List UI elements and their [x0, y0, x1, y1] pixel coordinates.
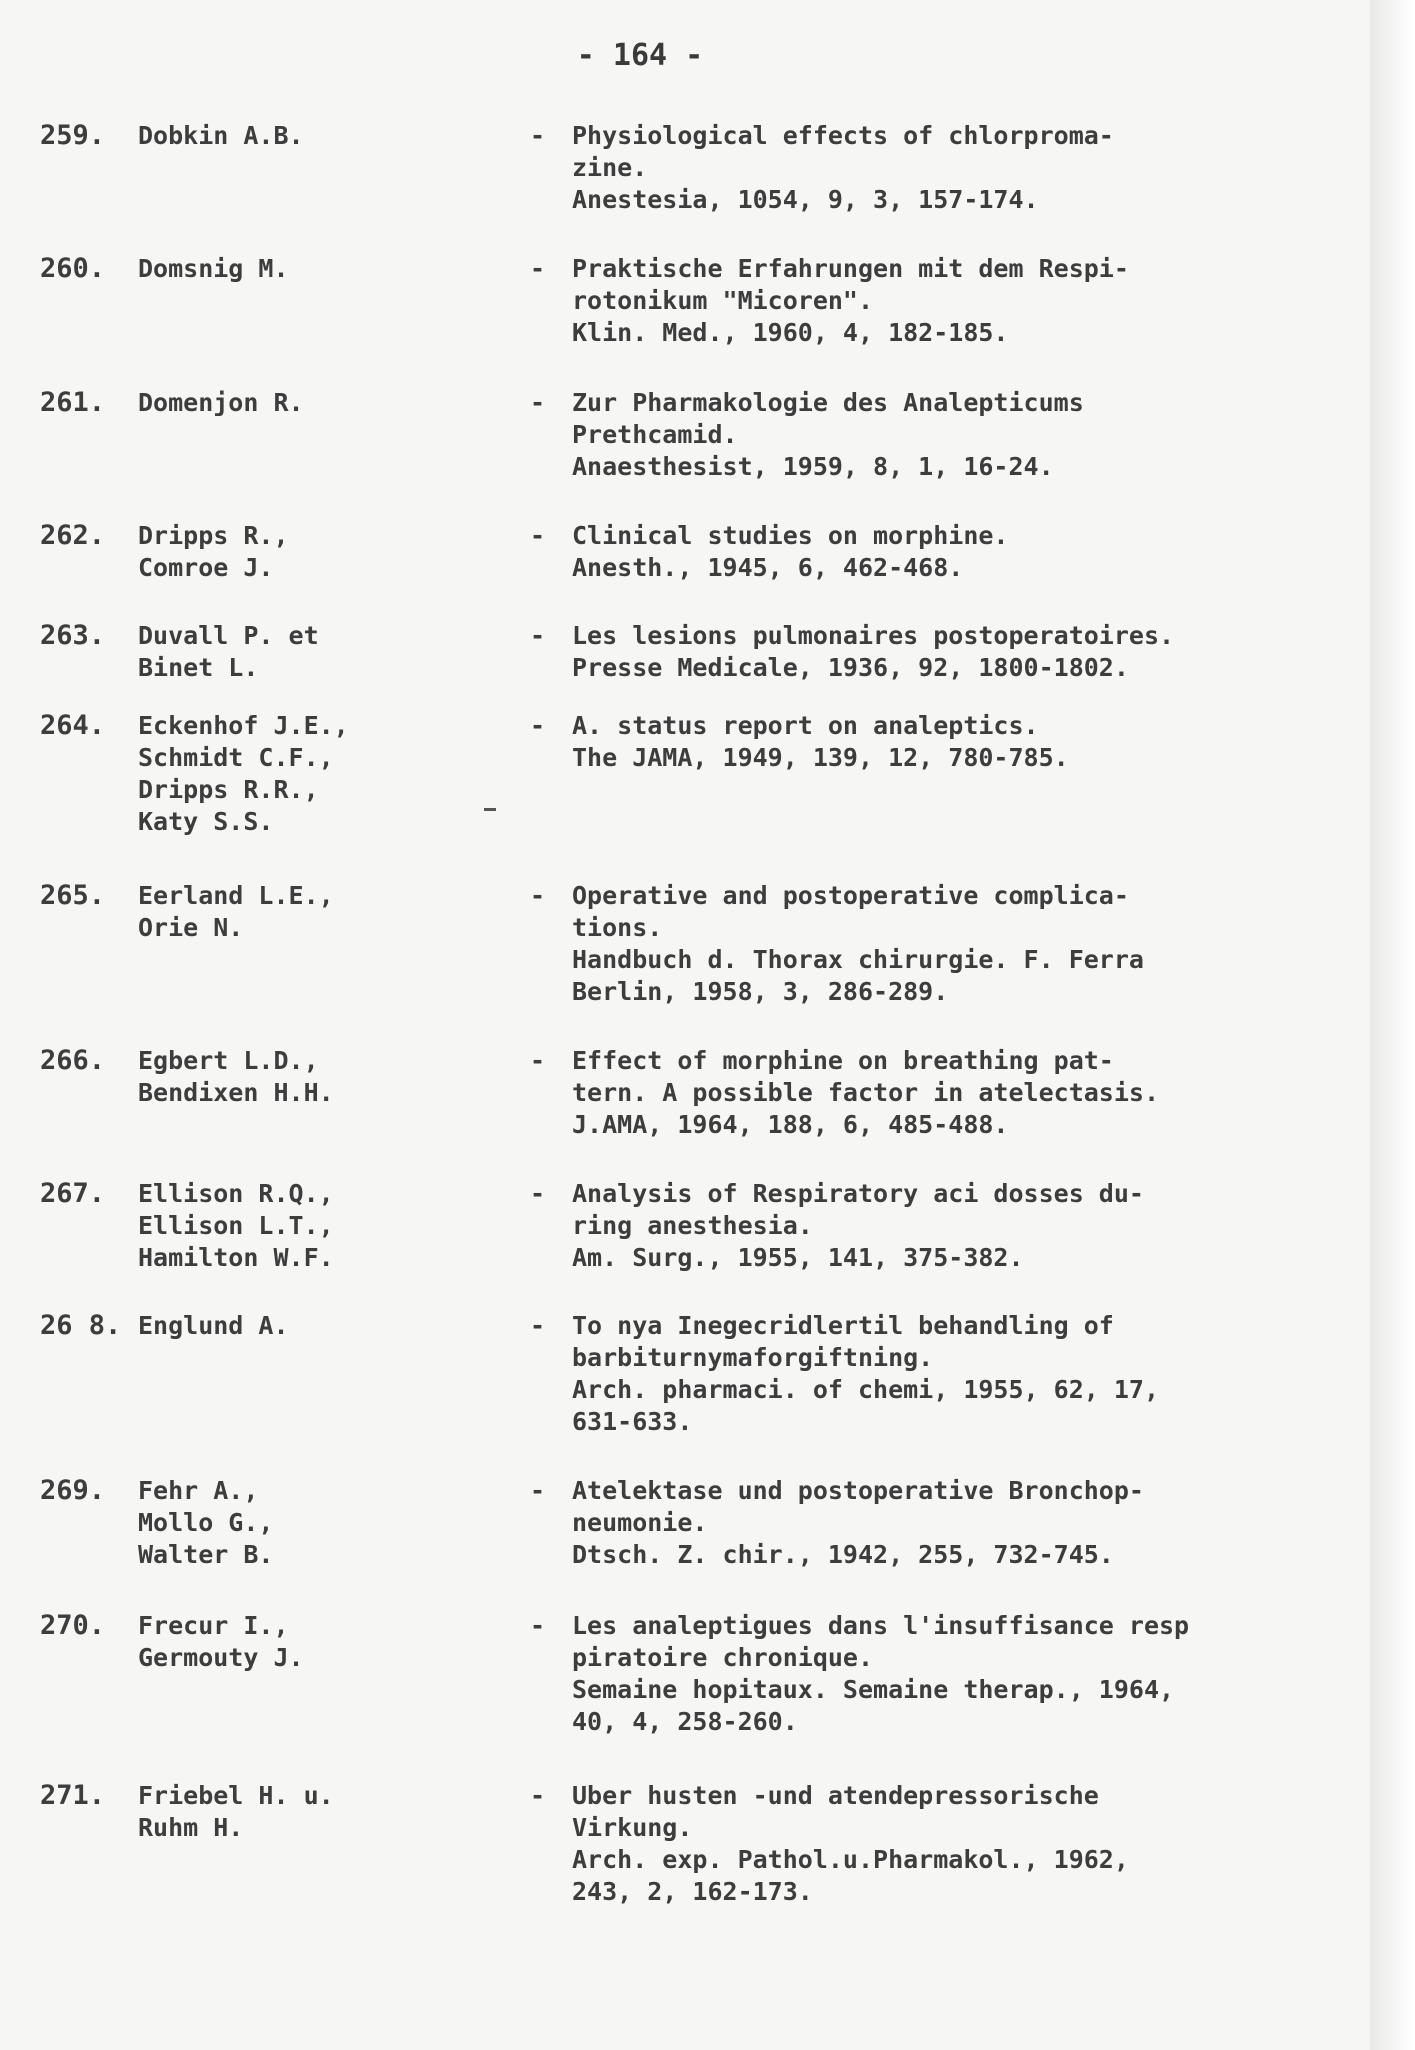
entry-reference: [572, 1310, 1372, 1438]
reference-line: Analysis of Respiratory aci dosses du-: [572, 1179, 1144, 1208]
author-line: Fehr A.,: [138, 1476, 259, 1505]
entry-reference: [572, 1610, 1372, 1738]
reference-line: zine.: [572, 153, 648, 182]
entry-authors: [138, 253, 438, 285]
entry-reference: [572, 1475, 1372, 1571]
reference-line: To nya Inegecridlertil behandling of: [572, 1311, 1114, 1340]
entry-authors: [138, 120, 438, 152]
entry-dash: -: [530, 121, 546, 150]
reference-line: Berlin, 1958, 3, 286-289.: [572, 977, 949, 1006]
reference-line: Handbuch d. Thorax chirurgie. F. Ferra: [572, 945, 1144, 974]
reference-line: rotonikum "Micoren".: [572, 286, 874, 315]
reference-line: Presse Medicale, 1936, 92, 1800-1802.: [572, 653, 1129, 682]
author-line: Binet L.: [138, 653, 259, 682]
entry-number: 269.: [40, 1475, 106, 1506]
entry-authors: [138, 387, 438, 419]
reference-line: neumonie.: [572, 1508, 708, 1537]
entry-reference: [572, 1178, 1372, 1274]
reference-line: Anestesia, 1054, 9, 3, 157-174.: [572, 185, 1039, 214]
reference-line: Effect of morphine on breathing pat-: [572, 1046, 1114, 1075]
entry-reference: [572, 1045, 1372, 1141]
entry-number: 259.: [40, 120, 106, 151]
reference-line: Dtsch. Z. chir., 1942, 255, 732-745.: [572, 1540, 1114, 1569]
reference-line: Anaesthesist, 1959, 8, 1, 16-24.: [572, 452, 1054, 481]
reference-line: Atelektase und postoperative Bronchop-: [572, 1476, 1144, 1505]
entry-reference: [572, 120, 1372, 216]
reference-line: tern. A possible factor in atelectasis.: [572, 1078, 1159, 1107]
author-line: Bendixen H.H.: [138, 1078, 334, 1107]
entry-reference: [572, 710, 1372, 774]
entry-number: 260.: [40, 253, 106, 284]
entry-dash: -: [530, 1179, 546, 1208]
reference-line: A. status report on analeptics.: [572, 711, 1039, 740]
entry-dash: -: [530, 621, 546, 650]
author-line: Domsnig M.: [138, 254, 289, 283]
reference-line: ring anesthesia.: [572, 1211, 813, 1240]
entry-dash: -: [530, 1611, 546, 1640]
entry-dash: -: [530, 1311, 546, 1340]
author-line: Ruhm H.: [138, 1813, 244, 1842]
entry-authors: [138, 1780, 438, 1844]
author-line: Ellison R.Q.,: [138, 1179, 334, 1208]
reference-line: The JAMA, 1949, 139, 12, 780-785.: [572, 743, 1069, 772]
entry-dash: -: [530, 388, 546, 417]
author-line: Orie N.: [138, 913, 244, 942]
entry-reference: [572, 1780, 1372, 1908]
entry-authors: [138, 520, 438, 584]
entry-number: 270.: [40, 1610, 106, 1641]
entry-number: 267.: [40, 1178, 106, 1209]
entry-reference: [572, 253, 1372, 349]
author-line: Eerland L.E.,: [138, 881, 334, 910]
entry-number: 263.: [40, 620, 106, 651]
reference-line: Klin. Med., 1960, 4, 182-185.: [572, 318, 1009, 347]
author-line: Comroe J.: [138, 553, 274, 582]
reference-line: Physiological effects of chlorproma-: [572, 121, 1114, 150]
author-line: Englund A.: [138, 1311, 289, 1340]
reference-line: Anesth., 1945, 6, 462-468.: [572, 553, 964, 582]
entry-reference: [572, 520, 1372, 584]
entry-authors: [138, 1475, 438, 1571]
author-line: Eckenhof J.E.,: [138, 711, 349, 740]
reference-line: Clinical studies on morphine.: [572, 521, 1009, 550]
entry-dash: -: [530, 521, 546, 550]
entry-number: 265.: [40, 880, 106, 911]
author-line: Mollo G.,: [138, 1508, 274, 1537]
entry-authors: [138, 880, 438, 944]
author-line: Dripps R.,: [138, 521, 289, 550]
entry-authors: [138, 710, 438, 838]
reference-line: barbiturnymaforgiftning.: [572, 1343, 934, 1372]
author-line: Walter B.: [138, 1540, 274, 1569]
reference-line: Uber husten -und atendepressorische: [572, 1781, 1099, 1810]
reference-line: 40, 4, 258-260.: [572, 1707, 798, 1736]
reference-line: Praktische Erfahrungen mit dem Respi-: [572, 254, 1129, 283]
reference-line: Semaine hopitaux. Semaine therap., 1964,: [572, 1675, 1175, 1704]
author-line: Frecur I.,: [138, 1611, 289, 1640]
reference-line: Arch. exp. Pathol.u.Pharmakol., 1962,: [572, 1845, 1129, 1874]
reference-line: Les lesions pulmonaires postoperatoires.: [572, 621, 1175, 650]
entry-authors: [138, 1045, 438, 1109]
author-line: Ellison L.T.,: [138, 1211, 334, 1240]
reference-line: Arch. pharmaci. of chemi, 1955, 62, 17,: [572, 1375, 1159, 1404]
author-line: Katy S.S.: [138, 807, 274, 836]
entry-dash: -: [530, 1046, 546, 1075]
entry-authors: [138, 1610, 438, 1674]
entry-number: 264.: [40, 710, 106, 741]
author-line: Hamilton W.F.: [138, 1243, 334, 1272]
entry-reference: [572, 620, 1372, 684]
reference-line: Operative and postoperative complica-: [572, 881, 1129, 910]
author-line: Egbert L.D.,: [138, 1046, 319, 1075]
entry-authors: [138, 1310, 438, 1342]
reference-line: 631-633.: [572, 1407, 693, 1436]
reference-line: J.AMA, 1964, 188, 6, 485-488.: [572, 1110, 1009, 1139]
entry-number: 262.: [40, 520, 106, 551]
reference-line: Zur Pharmakologie des Analepticums: [572, 388, 1084, 417]
reference-line: Am. Surg., 1955, 141, 375-382.: [572, 1243, 1024, 1272]
entry-number: 271.: [40, 1780, 106, 1811]
entry-authors: [138, 1178, 438, 1274]
author-line: Domenjon R.: [138, 388, 304, 417]
author-line: Duvall P. et: [138, 621, 319, 650]
author-line: Dripps R.R.,: [138, 775, 319, 804]
author-line: Friebel H. u.: [138, 1781, 334, 1810]
entry-dash: -: [530, 1781, 546, 1810]
entry-dash: -: [530, 881, 546, 910]
entry-number: 266.: [40, 1045, 106, 1076]
reference-line: tions.: [572, 913, 663, 942]
entry-reference: [572, 387, 1372, 483]
author-line: Dobkin A.B.: [138, 121, 304, 150]
author-line: Germouty J.: [138, 1643, 304, 1672]
reference-line: piratoire chronique.: [572, 1643, 874, 1672]
reference-line: Prethcamid.: [572, 420, 738, 449]
page-number: - 164 -: [576, 38, 704, 73]
entry-reference: [572, 880, 1372, 1008]
entry-number: 261.: [40, 387, 106, 418]
entry-dash: -: [530, 254, 546, 283]
reference-line: Les analeptigues dans l'insuffisance resp: [572, 1611, 1190, 1640]
entry-authors: [138, 620, 438, 684]
entry-dash: -: [530, 711, 546, 740]
reference-line: 243, 2, 162-173.: [572, 1877, 813, 1906]
reference-line: Virkung.: [572, 1813, 693, 1842]
entry-number: 26 8.: [40, 1310, 122, 1341]
stray-mark: [484, 808, 496, 811]
author-line: Schmidt C.F.,: [138, 743, 334, 772]
entry-dash: -: [530, 1476, 546, 1505]
